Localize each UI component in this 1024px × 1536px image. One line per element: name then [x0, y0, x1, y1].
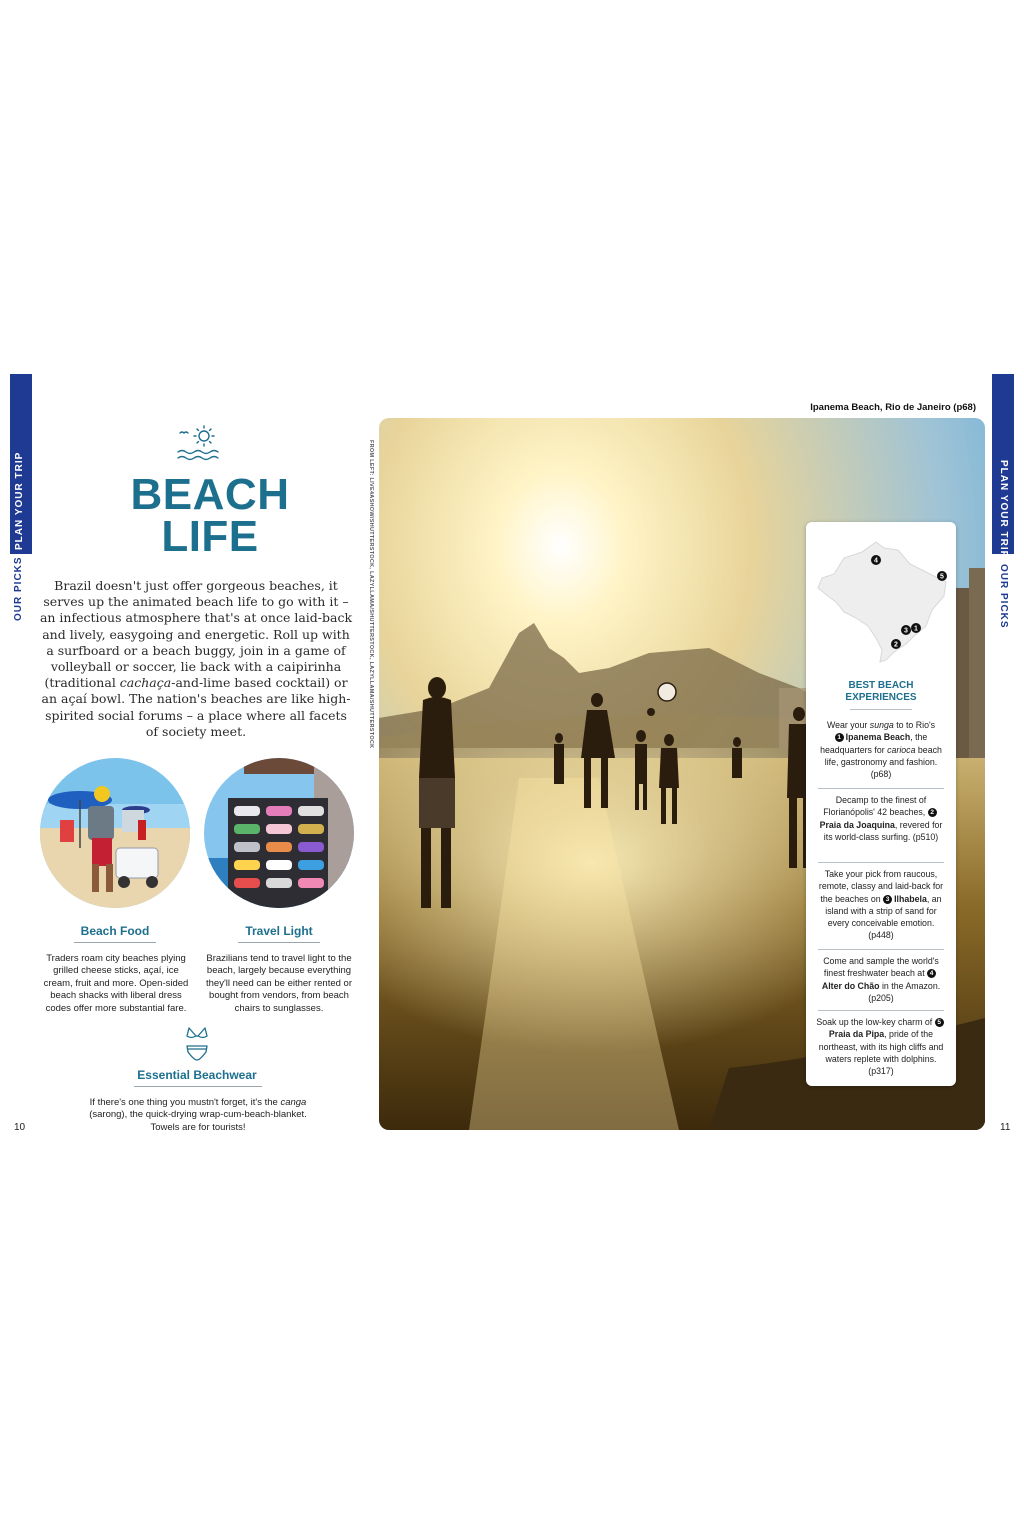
svg-text:3: 3 [904, 627, 908, 635]
brazil-map [814, 534, 948, 668]
bikini-icon [184, 1026, 210, 1062]
page-title-line1: BEACH [130, 470, 290, 519]
right-tab-label: PLAN YOUR TRIP [998, 460, 1009, 559]
best-beach-experiences-card [806, 522, 956, 1086]
card-divider [818, 862, 944, 863]
svg-text:4: 4 [874, 557, 878, 565]
sun-waves-icon [176, 425, 220, 465]
svg-text:1: 1 [914, 625, 918, 633]
beachwear-rule [134, 1086, 262, 1087]
left-picks-label: OUR PICKS [13, 556, 24, 621]
travel-light-heading: Travel Light [245, 924, 313, 938]
right-picks-label: OUR PICKS [998, 564, 1009, 629]
beach-food-photo [40, 758, 190, 908]
card-divider [818, 949, 944, 950]
photo-credit: FROM LEFT: LIVE4ASHOW/SHUTTERSTOCK, LAZYLLAMA/SHUTTERSTOCK, LAZYLLAMA/SHUTTERSTOCK [368, 440, 374, 749]
intro-paragraph: Brazil doesn't just offer gorgeous beaches, it serves up the animated beach life to go with it – an infectious atmosphere that's at once laid-back and lively, easygoing and energetic. Roll up with a surfboard or a beach buggy, join in a game of volleyball or soccer, lie back with a caipirinha (traditional cachaça-and-lime based cocktail) or an açaí bowl. The nation's beaches are like high-spirited social forums – a place where all facets of society meet. [39, 578, 353, 739]
experience-item: Wear your sunga to to Rio's 1 Ipanema Beach, the headquarters for carioca beach life, gastronomy and fashion. (p68) [820, 720, 942, 780]
page-title-line2: LIFE [161, 512, 259, 561]
beachwear-text: If there's one thing you mustn't forget, it's the canga (sarong), the quick-drying wrap-cum-beach-blanket. Towels are for tourists! [89, 1097, 307, 1133]
svg-text:5: 5 [940, 573, 944, 581]
photo-caption: Ipanema Beach, Rio de Janeiro (p68) [810, 402, 976, 413]
experience-item: Soak up the low-key charm of 5Praia da Pipa, pride of the northeast, with its high cliffs and waters replete with dolphins. (p317) [816, 1017, 944, 1077]
card-divider [818, 1010, 944, 1011]
card-heading-line1: BEST BEACH [848, 680, 914, 691]
card-divider [818, 788, 944, 789]
beachwear-heading: Essential Beachwear [137, 1068, 257, 1082]
beach-food-text: Traders roam city beaches plying grilled cheese sticks, açaí, ice cream, fruit and more. Open-sided beach shacks with liberal dress codes offer more substantial fare. [43, 953, 189, 1014]
beach-food-rule [74, 942, 156, 943]
svg-text:2: 2 [894, 641, 898, 649]
experience-item: Decamp to the finest of Florianópolis' 42 beaches, 2Praia da Joaquina, revered for its world-class surfing. (p510) [819, 795, 943, 842]
experience-item: Come and sample the world's finest freshwater beach at 4Alter do Chão in the Amazon. (p205) [821, 956, 941, 1003]
travel-light-text: Brazilians tend to travel light to the beach, largely because everything they'll need can be either rented or bought from vendors, from beach chairs to sunglasses. [206, 953, 352, 1014]
experience-item: Take your pick from raucous, remote, classy and laid-back for the beaches on 3 Ilhabela, an island with a strip of sand for every conceivable emotion. (p448) [818, 869, 944, 941]
beach-food-heading: Beach Food [80, 924, 150, 938]
sunglasses-photo [204, 758, 354, 908]
card-heading-rule [850, 709, 912, 710]
left-tab-label: PLAN YOUR TRIP [14, 451, 25, 550]
page-number-left: 10 [14, 1122, 26, 1133]
card-heading-line2: EXPERIENCES [845, 692, 917, 703]
page-number-right: 11 [1000, 1122, 1011, 1133]
travel-light-rule [238, 942, 320, 943]
